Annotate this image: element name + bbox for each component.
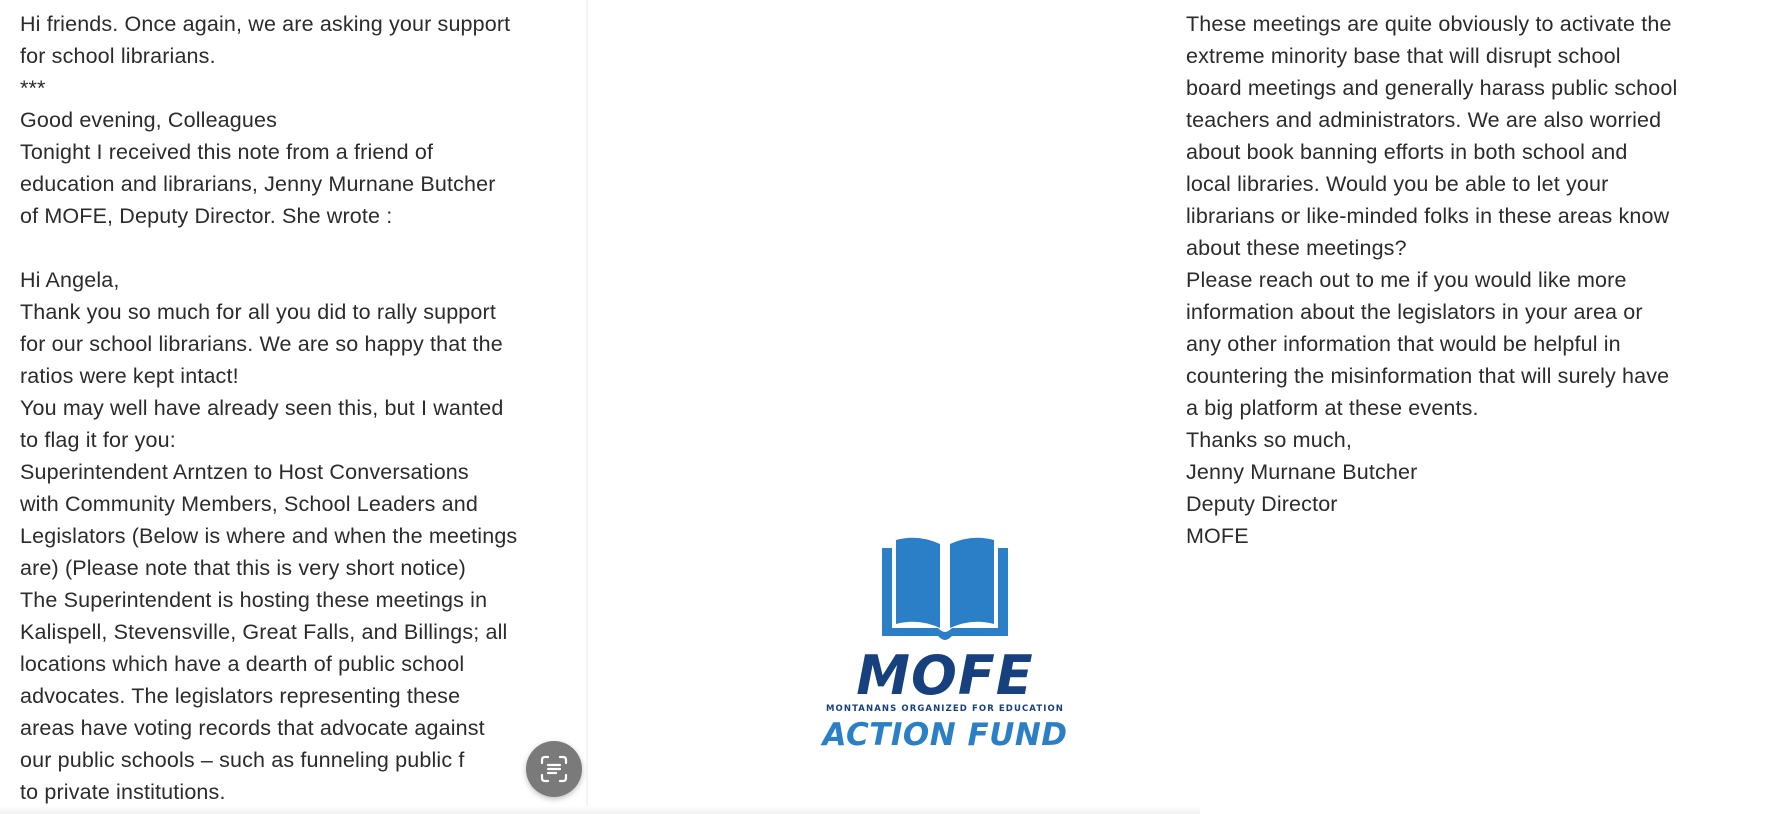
left-message-line: Kalispell, Stevensville, Great Falls, and Billings; all: [20, 620, 508, 644]
left-message-line: of MOFE, Deputy Director. She wrote :: [20, 204, 393, 228]
scan-text-icon: [539, 754, 569, 784]
left-message-line: Hi Angela,: [20, 268, 120, 292]
right-message-line: local libraries. Would you be able to let your: [1186, 172, 1609, 196]
right-message-line: a big platform at these events.: [1186, 396, 1479, 420]
right-message-line: information about the legislators in your area or: [1186, 300, 1643, 324]
left-message-line: You may well have already seen this, but I wanted: [20, 396, 504, 420]
right-message-line: countering the misinformation that will surely have: [1186, 364, 1670, 388]
left-message-line: Good evening, Colleagues: [20, 108, 278, 132]
right-message-line: about these meetings?: [1186, 236, 1407, 260]
left-message-line: to private institutions.: [20, 780, 226, 804]
left-message-line: to flag it for you:: [20, 428, 176, 452]
mofe-action-fund-logo: [800, 536, 1090, 756]
left-message-line: education and librarians, Jenny Murnane Butcher: [20, 172, 496, 196]
left-message-line: Legislators (Below is where and when the meetings: [20, 524, 518, 548]
left-message-line: ***: [20, 76, 46, 100]
left-message-line: [20, 232, 585, 264]
left-screenshot-panel: [0, 0, 588, 814]
right-message-line: board meetings and generally harass public school: [1186, 76, 1678, 100]
right-message-line: Thanks so much,: [1186, 428, 1352, 452]
right-message-line: teachers and administrators. We are also worried: [1186, 108, 1662, 132]
right-message-text: [1186, 8, 1786, 552]
left-message-line: advocates. The legislators representing these: [20, 684, 461, 708]
open-book-icon: [880, 536, 1010, 644]
left-message-line: for school librarians.: [20, 44, 216, 68]
logo-name: MOFE: [856, 644, 1034, 707]
left-message-line: locations which have a dearth of public school: [20, 652, 465, 676]
right-message-line: about book banning efforts in both school and: [1186, 140, 1628, 164]
right-message-line: extreme minority base that will disrupt school: [1186, 44, 1621, 68]
right-message-line: Deputy Director: [1186, 492, 1338, 516]
right-message-line: any other information that would be helpful in: [1186, 332, 1621, 356]
left-message-line: Hi friends. Once again, we are asking your support: [20, 12, 511, 36]
left-message-line: Superintendent Arntzen to Host Conversations: [20, 460, 469, 484]
left-message-line: for our school librarians. We are so happy that the: [20, 332, 503, 356]
left-message-text: [20, 8, 585, 808]
left-message-line: Tonight I received this note from a friend of: [20, 140, 434, 164]
left-message-line: are) (Please note that this is very short notice): [20, 556, 466, 580]
right-message-line: These meetings are quite obviously to activate the: [1186, 12, 1672, 36]
cropped-text-row: [0, 806, 1200, 814]
left-message-line: ratios were kept intact!: [20, 364, 239, 388]
right-message-line: MOFE: [1186, 524, 1249, 548]
logo-tagline: MONTANANS ORGANIZED FOR EDUCATION: [825, 704, 1065, 714]
left-message-line: with Community Members, School Leaders and: [20, 492, 478, 516]
left-message-line: Thank you so much for all you did to rally support: [20, 300, 496, 324]
right-message-line: Please reach out to me if you would like more: [1186, 268, 1627, 292]
scan-text-button[interactable]: [526, 741, 582, 797]
left-message-line: our public schools – such as funneling public f: [20, 748, 465, 772]
right-message-line: Jenny Murnane Butcher: [1186, 460, 1418, 484]
logo-subtitle: ACTION FUND: [822, 717, 1068, 753]
right-message-line: librarians or like-minded folks in these areas know: [1186, 204, 1670, 228]
left-message-line: The Superintendent is hosting these meetings in: [20, 588, 488, 612]
left-message-line: areas have voting records that advocate against: [20, 716, 485, 740]
